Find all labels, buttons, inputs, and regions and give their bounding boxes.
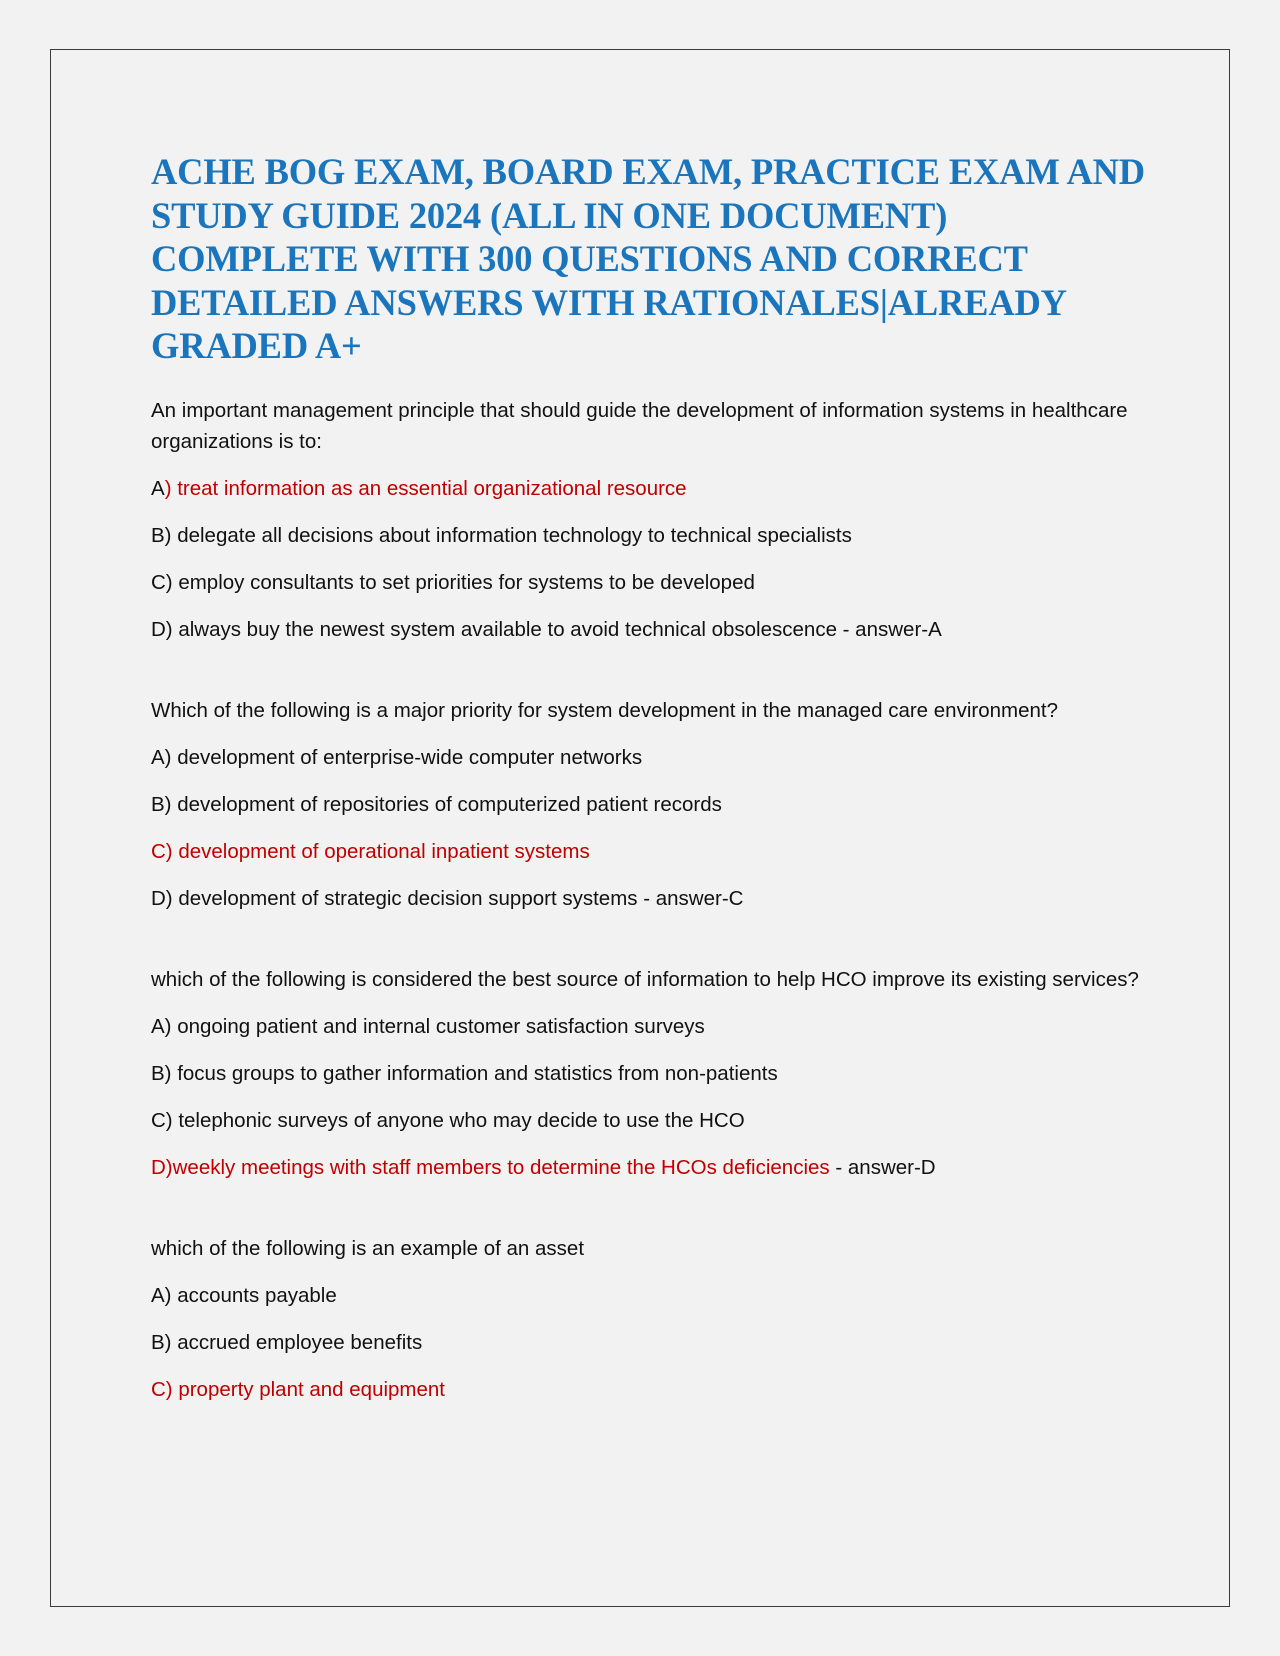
option-c: C) telephonic surveys of anyone who may decide to use the HCO [151,1108,745,1132]
question-stem: An important management principle that should guide the development of information systems in healthcare organizations is to: [151,398,1128,453]
question-stem: which of the following is an example of an asset [151,1236,585,1260]
question-3 [151,964,1151,1183]
option-b: B) delegate all decisions about information technology to technical specialists [151,523,852,547]
question-stem: Which of the following is a major priority for system development in the managed care environment? [151,698,1058,722]
document-body [151,150,1151,1421]
option-letter: A [151,476,165,500]
option-c: C) employ consultants to set priorities for systems to be developed [151,570,755,594]
option-c-correct: C) property plant and equipment [151,1377,446,1401]
option-a: A) accounts payable [151,1283,337,1307]
option-b: B) development of repositories of computerized patient records [151,792,722,816]
option-d: D) always buy the newest system available to avoid technical obsolescence - answer-A [151,617,942,641]
option-a: A) development of enterprise-wide computer networks [151,745,643,769]
document-title: ACHE BOG EXAM, BOARD EXAM, PRACTICE EXAM AND STUDY GUIDE 2024 (ALL IN ONE DOCUMENT) COMPLETE WITH 300 QUESTIONS AND CORRECT DETAILED ANSWERS WITH RATIONALES|ALREADY GRADED A+ [151,151,1145,366]
correct-answer-text: D)weekly meetings with staff members to determine the HCOs deficiencies [151,1155,830,1179]
question-stem: which of the following is considered the best source of information to help HCO improve its existing services? [151,967,1139,991]
option-d: D) development of strategic decision support systems - answer-C [151,886,744,910]
option-a-correct [151,473,1151,504]
answer-key: - answer-D [829,1155,936,1179]
question-4 [151,1233,1151,1405]
question-2 [151,695,1151,914]
option-d-correct [151,1152,1151,1183]
option-c-correct: C) development of operational inpatient systems [151,839,590,863]
correct-answer-text: ) treat information as an essential organizational resource [164,476,687,500]
option-a: A) ongoing patient and internal customer satisfaction surveys [151,1014,705,1038]
question-1 [151,395,1151,645]
option-b: B) focus groups to gather information and statistics from non-patients [151,1061,778,1085]
option-b: B) accrued employee benefits [151,1330,423,1354]
